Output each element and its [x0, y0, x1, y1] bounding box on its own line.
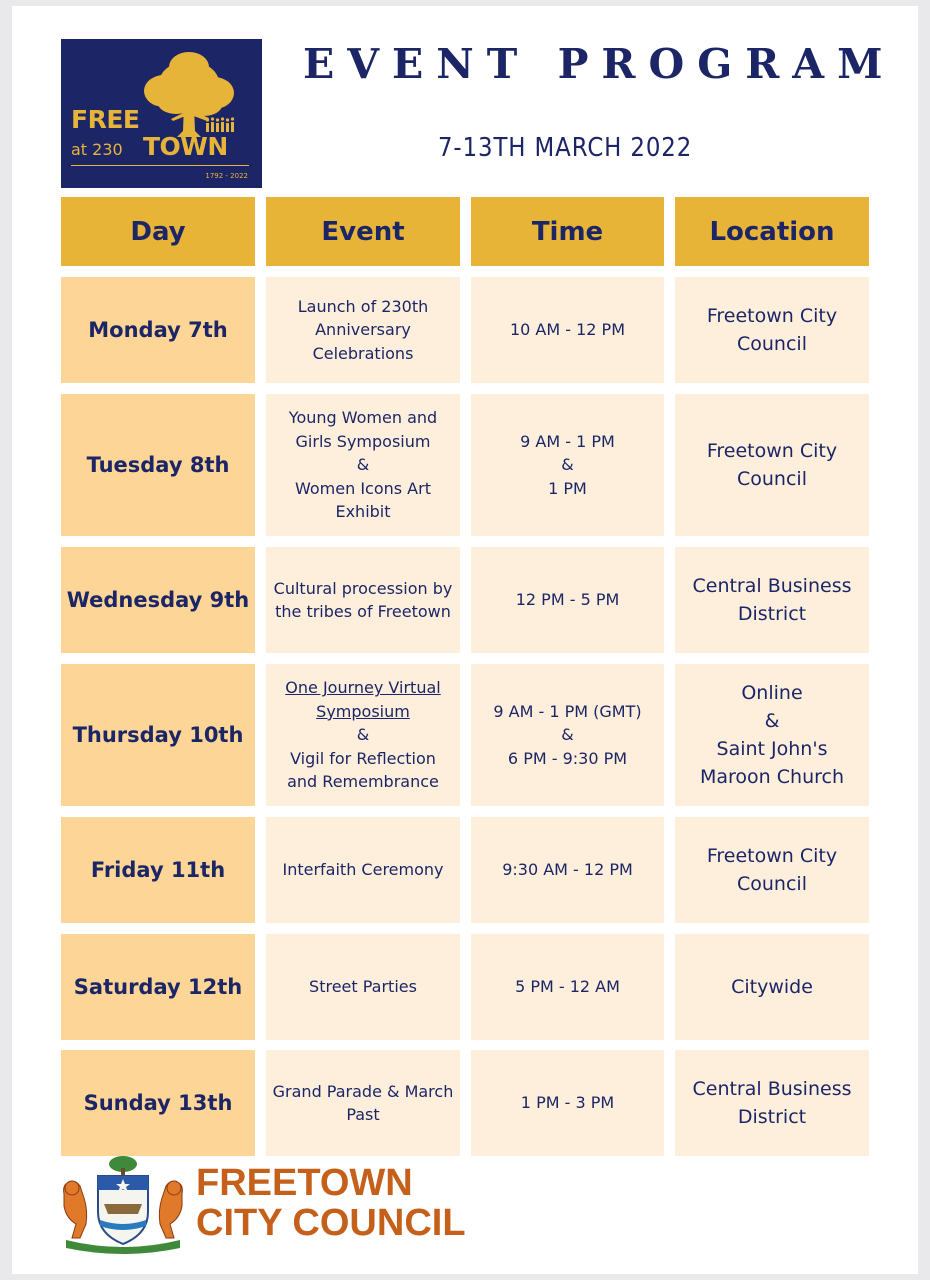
date-range: 7-13TH MARCH 2022 — [438, 133, 693, 163]
location-line: Central Business — [692, 1078, 852, 1100]
event-line: Vigil for Reflection — [290, 748, 436, 768]
row-thursday-time — [471, 664, 664, 806]
logo-free-text: FREE — [71, 105, 140, 134]
event-line: Women Icons Art — [294, 478, 431, 498]
time-line: 1 PM - 3 PM — [520, 1093, 615, 1113]
row-wednesday-event — [266, 547, 460, 653]
event-line: Interfaith Ceremony — [282, 860, 444, 880]
location-line: Freetown City — [706, 845, 838, 867]
header-location: Location — [675, 197, 869, 266]
row-thursday-location — [675, 664, 869, 806]
location-line: District — [737, 603, 807, 625]
row-wednesday-time — [471, 547, 664, 653]
row-sunday-event — [266, 1050, 460, 1156]
time-line: 9 AM - 1 PM — [520, 431, 615, 451]
row-saturday-day: Saturday 12th — [61, 934, 255, 1040]
location-line: Council — [737, 468, 807, 490]
location-line: Council — [737, 333, 807, 355]
city-crest-icon — [58, 1154, 188, 1254]
time-line: 1 PM — [548, 478, 587, 498]
location-line: Citywide — [731, 976, 813, 998]
time-line: & — [561, 725, 574, 745]
council-line-1: FREETOWN — [196, 1162, 413, 1204]
event-line: Past — [346, 1105, 380, 1124]
event-line: Grand Parade & March — [272, 1081, 454, 1101]
logo-at230-text: at 230 — [71, 140, 123, 159]
event-line: Girls Symposium — [295, 431, 431, 451]
row-friday-time — [471, 817, 664, 923]
time-line: & — [561, 455, 574, 475]
row-monday-location — [675, 277, 869, 383]
logo-town-text: TOWN — [143, 132, 228, 161]
event-line: Launch of 230th — [297, 296, 429, 316]
location-line: & — [764, 710, 780, 732]
council-line-2: CITY COUNCIL — [196, 1202, 466, 1244]
row-tuesday-time — [471, 394, 664, 536]
event-line: Anniversary — [315, 320, 411, 340]
event-line: Celebrations — [312, 343, 414, 363]
row-sunday-location — [675, 1050, 869, 1156]
event-line: Exhibit — [335, 502, 391, 522]
row-saturday-location — [675, 934, 869, 1040]
row-tuesday-day: Tuesday 8th — [61, 394, 255, 536]
symposium-link[interactable]: Symposium — [316, 701, 410, 721]
location-line: Council — [737, 873, 807, 895]
location-line: Freetown City — [706, 440, 838, 462]
event-line: & — [356, 455, 370, 475]
row-monday-event — [266, 277, 460, 383]
row-friday-event — [266, 817, 460, 923]
row-saturday-time — [471, 934, 664, 1040]
location-line: Saint John's — [716, 738, 828, 760]
header-day: Day — [61, 197, 255, 266]
time-line: 5 PM - 12 AM — [515, 977, 620, 997]
row-friday-day: Friday 11th — [61, 817, 255, 923]
row-sunday-day: Sunday 13th — [61, 1050, 255, 1156]
header-time: Time — [471, 197, 664, 266]
row-wednesday-location — [675, 547, 869, 653]
event-line: Street Parties — [309, 977, 417, 997]
event-line: Young Women and — [288, 408, 438, 428]
time-line: 6 PM - 9:30 PM — [507, 748, 628, 768]
header-event: Event — [266, 197, 460, 266]
event-line: & — [356, 725, 370, 745]
event-line: and Remembrance — [287, 772, 439, 792]
city-council-name — [196, 1163, 466, 1243]
time-line: 12 PM - 5 PM — [515, 590, 620, 610]
row-sunday-time — [471, 1050, 664, 1156]
location-line: Maroon Church — [700, 766, 844, 788]
time-line: 9:30 AM - 12 PM — [502, 860, 633, 880]
row-thursday-day: Thursday 10th — [61, 664, 255, 806]
location-line: Freetown City — [706, 305, 838, 327]
row-tuesday-location — [675, 394, 869, 536]
logo-years-text: 1792 - 2022 — [205, 172, 248, 180]
row-wednesday-day: Wednesday 9th — [61, 547, 255, 653]
event-line: the tribes of Freetown — [275, 602, 451, 621]
location-line: Central Business — [692, 575, 852, 597]
time-line: 9 AM - 1 PM (GMT) — [493, 701, 642, 721]
event-line: Cultural procession by — [273, 578, 453, 598]
location-line: District — [737, 1106, 807, 1128]
row-friday-location — [675, 817, 869, 923]
row-thursday-event — [266, 664, 460, 806]
time-line: 10 AM - 12 PM — [509, 320, 626, 340]
symposium-link[interactable]: One Journey Virtual — [285, 678, 441, 698]
row-monday-day: Monday 7th — [61, 277, 255, 383]
page-title: EVENT PROGRAM — [303, 40, 896, 88]
row-saturday-event — [266, 934, 460, 1040]
row-monday-time — [471, 277, 664, 383]
location-line: Online — [741, 682, 803, 704]
freetown-230-logo — [61, 39, 262, 188]
row-tuesday-event — [266, 394, 460, 536]
